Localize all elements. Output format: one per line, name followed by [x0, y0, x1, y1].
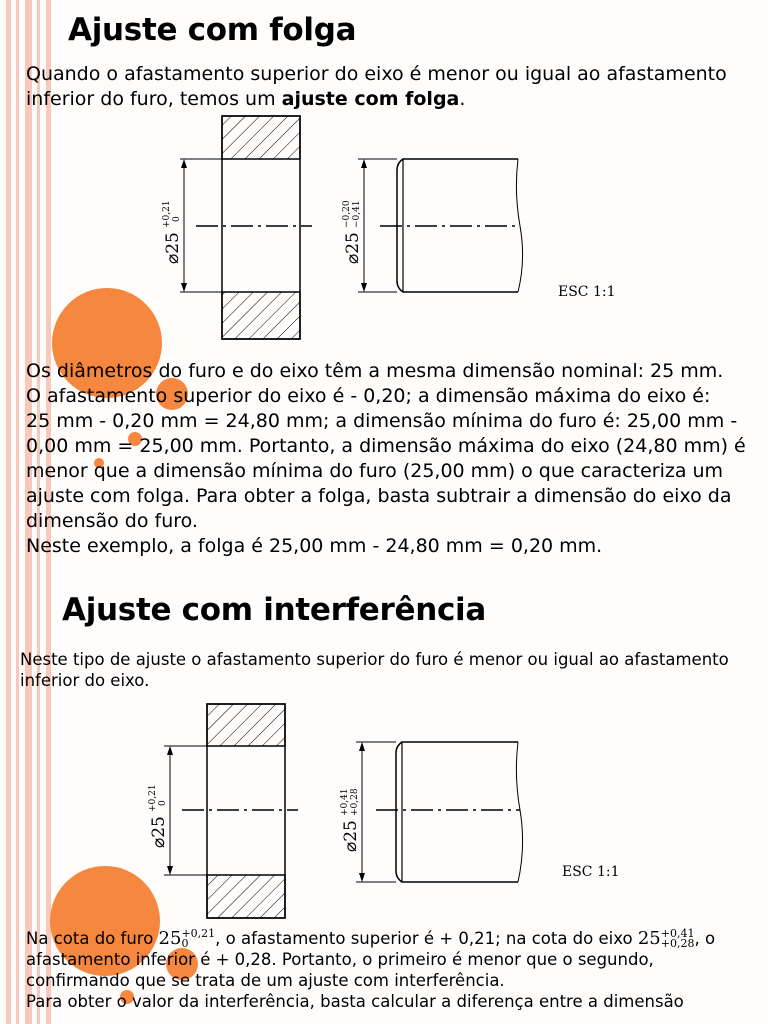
- section1-body-line: 25 mm - 0,20 mm = 24,80 mm; a dimensão mínima do furo é: 25,00 mm -: [26, 410, 738, 432]
- section1-body-line: dimensão do furo.: [26, 510, 198, 532]
- section2-title: Ajuste com interferência: [62, 592, 486, 628]
- hole-upper-tolerance: +0,21: [162, 200, 172, 228]
- section1-title: Ajuste com folga: [68, 12, 357, 48]
- section2-intro-line: inferior do eixo.: [20, 671, 150, 690]
- shaft-dimension-label: ⌀25: [341, 820, 361, 852]
- shaft-dimension-label: ⌀25: [343, 232, 363, 264]
- shaft-upper-tolerance: +0,41: [340, 788, 350, 816]
- section1-body-line: 0,00 mm = 25,00 mm. Portanto, a dimensão máxima do eixo (24,80 mm) é: [26, 435, 746, 457]
- shaft-drawing: [340, 742, 523, 882]
- section2-body-line: Na cota do furo 25 +0,21 0 , o afastamento superior é + 0,21; na cota do eixo 25 +0,41 +0,28 , o: [26, 927, 716, 950]
- hole-upper-tolerance: +0,21: [148, 784, 158, 812]
- section1-body-line: ajuste com folga. Para obter a folga, basta subtrair a dimensão do eixo da: [26, 485, 732, 507]
- section2-body-line: confirmando que se trata de um ajuste com interferência.: [26, 971, 505, 990]
- hole-drawing: [162, 116, 312, 339]
- section1-body-line: menor que a dimensão mínima do furo (25,00 mm) o que caracteriza um: [26, 460, 724, 482]
- section1-intro-line1: Quando o afastamento superior do eixo é menor ou igual ao afastamento: [26, 63, 727, 85]
- section1-technical-drawing: [140, 108, 640, 348]
- section1-body-line: Neste exemplo, a folga é 25,00 mm - 24,80 mm = 0,20 mm.: [26, 535, 603, 557]
- section2-intro-line: Neste tipo de ajuste o afastamento superior do furo é menor ou igual ao afastamento: [20, 650, 729, 669]
- shaft-drawing: [342, 159, 523, 292]
- section2-body-line: afastamento inferior é + 0,28. Portanto, o primeiro é menor que o segundo,: [26, 950, 654, 969]
- shaft-lower-tolerance: +0,28: [350, 788, 360, 816]
- hole-drawing: [148, 704, 298, 918]
- section2-intro: [20, 649, 729, 691]
- scale-label: ESC 1:1: [562, 864, 620, 880]
- hole-lower-tolerance: 0: [172, 216, 182, 222]
- section1-body-line: O afastamento superior do eixo é - 0,20; a dimensão máxima do eixo é:: [26, 385, 711, 407]
- cota-eixo: 25 +0,41 +0,28: [637, 927, 695, 950]
- shaft-lower-tolerance: −0,41: [352, 200, 362, 228]
- hole-lower-tolerance: 0: [158, 800, 168, 806]
- shaft-upper-tolerance: −0,20: [342, 200, 352, 228]
- section1-body: [26, 359, 746, 559]
- section1-body-line: Os diâmetros do furo e do eixo têm a mesma dimensão nominal: 25 mm.: [26, 360, 724, 382]
- scale-label: ESC 1:1: [558, 284, 616, 300]
- cota-furo: 25 +0,21 0: [158, 927, 216, 950]
- section1-intro: [26, 62, 727, 112]
- hole-dimension-label: ⌀25: [163, 232, 183, 264]
- section1-intro-line2: inferior do furo, temos um ajuste com folga.: [26, 88, 466, 110]
- section2-body: [26, 928, 715, 1012]
- section2-technical-drawing: [124, 700, 644, 925]
- section2-body-line: Para obter o valor da interferência, basta calcular a diferença entre a dimensão: [26, 992, 684, 1011]
- hole-dimension-label: ⌀25: [149, 816, 169, 848]
